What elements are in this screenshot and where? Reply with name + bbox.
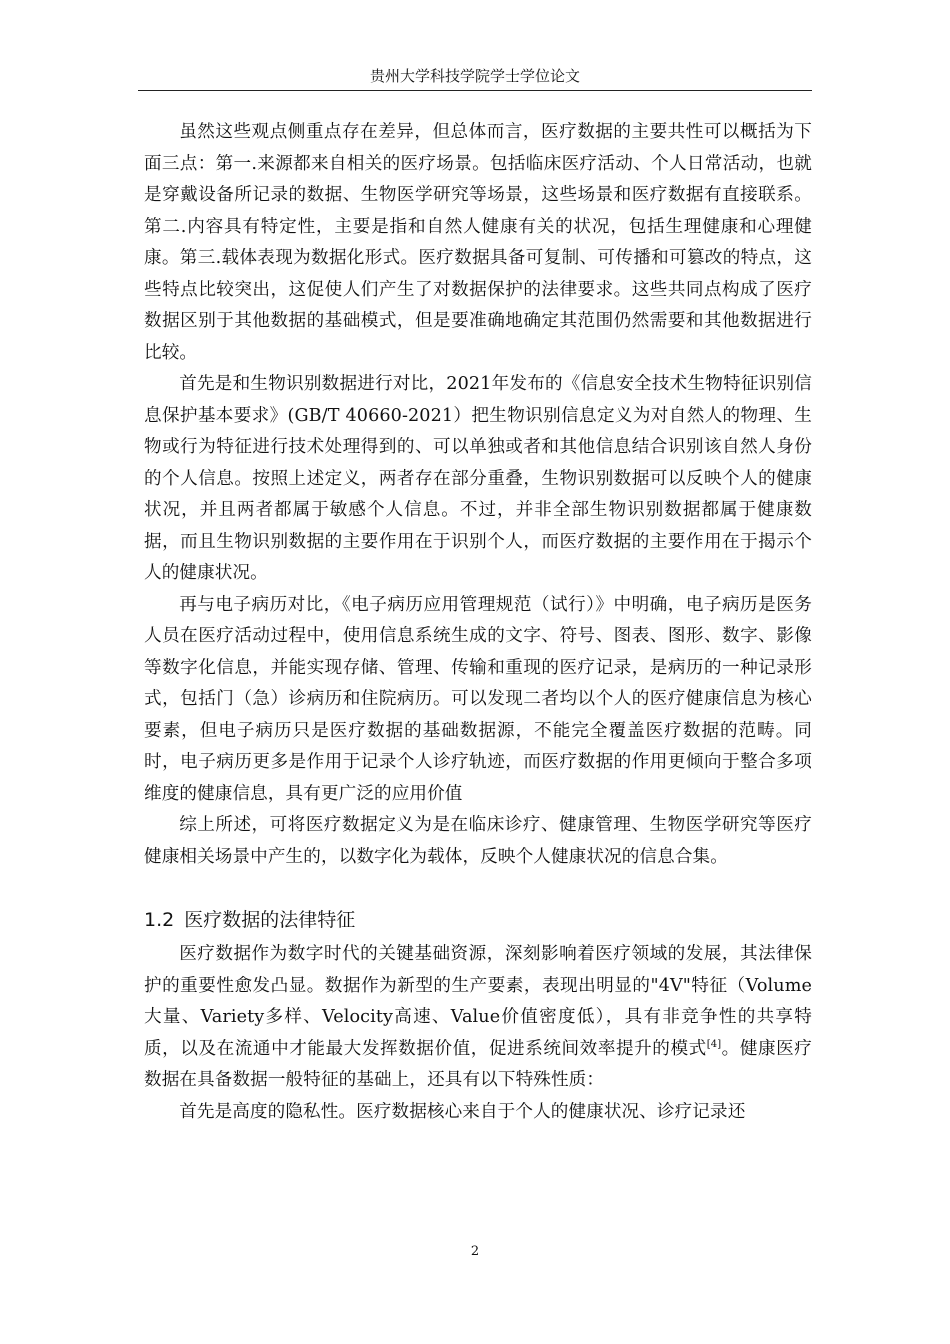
section-title: 医疗数据的法律特征 [184,909,356,931]
section-paragraph-2: 首先是高度的隐私性。医疗数据核心来自于个人的健康状况、诊疗记录还 [179,1101,746,1122]
section-paragraph-1-text: 医疗数据作为数字时代的关键基础资源，深刻影响着医疗领域的发展，其法律保护的重要性愈发凸显。数据作为新型的生产要素，表现出明显的"4V"特征（Volume大量、Variety多样、Velocity高速、Value价值密度低），具有非竞争性的共享特质，以及在流通中才能最大发挥数据价值，促进系统间效率提升的模式 [144,944,812,1059]
body-paragraph-1: 虽然这些观点侧重点存在差异，但总体而言，医疗数据的主要共性可以概括为下面三点：第一.来源都来自相关的医疗场景。包括临床医疗活动、个人日常活动，也就是穿戴设备所记录的数据、生物医学研究等场景，这些场景和医疗数据有直接联系。第二.内容具有特定性，主要是指和自然人健康有关的状况，包括生理健康和心理健康。第三.载体表现为数据化形式。医疗数据具备可复制、可传播和可篡改的特点，这些特点比较突出，这促使人们产生了对数据保护的法律要求。这些共同点构成了医疗数据区别于其他数据的基础模式，但是要准确地确定其范围仍然需要和其他数据进行比较。 [144,122,812,363]
page-number: 2 [470,1244,480,1259]
body-paragraph-2: 首先是和生物识别数据进行对比，2021年发布的《信息安全技术生物特征识别信息保护基本要求》(GB/T 40660-2021）把生物识别信息定义为对自然人的物理、生物或行为特征进行技术处理得到的、可以单独或者和其他信息结合识别该自然人身份的个人信息。按照上述定义，两者存在部分重叠，生物识别数据可以反映个人的健康状况，并且两者都属于敏感个人信息。不过，并非全部生物识别数据都属于健康数据，而且生物识别数据的主要作用在于识别个人，而医疗数据的主要作用在于揭示个人的健康状况。 [144,374,812,583]
section-paragraph-1-text-continued: 。健康医疗数据在具备数据一般特征的基础上，还具有以下特殊性质： [144,1038,812,1090]
section-number: 1.2 [144,909,175,931]
body-paragraph-3: 再与电子病历对比，《电子病历应用管理规范（试行）》中明确，电子病历是医务人员在医疗活动过程中，使用信息系统生成的文字、符号、图表、图形、数字、影像等数字化信息，并能实现存储、管理、传输和重现的医疗记录，是病历的一种记录形式，包括门（急）诊病历和住院病历。可以发现二者均以个人的医疗健康信息为核心要素，但电子病历只是医疗数据的基础数据源，不能完全覆盖医疗数据的范畴。同时，电子病历更多是作用于记录个人诊疗轨迹，而医疗数据的作用更倾向于整合多项维度的健康信息，具有更广泛的应用价值 [144,594,812,804]
header-divider [138,90,812,91]
section-heading [144,905,812,935]
document-body [144,117,812,1128]
body-paragraph-4: 综上所述，可将医疗数据定义为是在临床诊疗、健康管理、生物医学研究等医疗健康相关场景中产生的，以数字化为载体，反映个人健康状况的信息合集。 [144,815,812,867]
section-paragraph-1 [144,939,812,1097]
citation-marker: [4] [706,1038,722,1050]
page-header-title: 贵州大学科技学院学士学位论文 [369,67,580,85]
